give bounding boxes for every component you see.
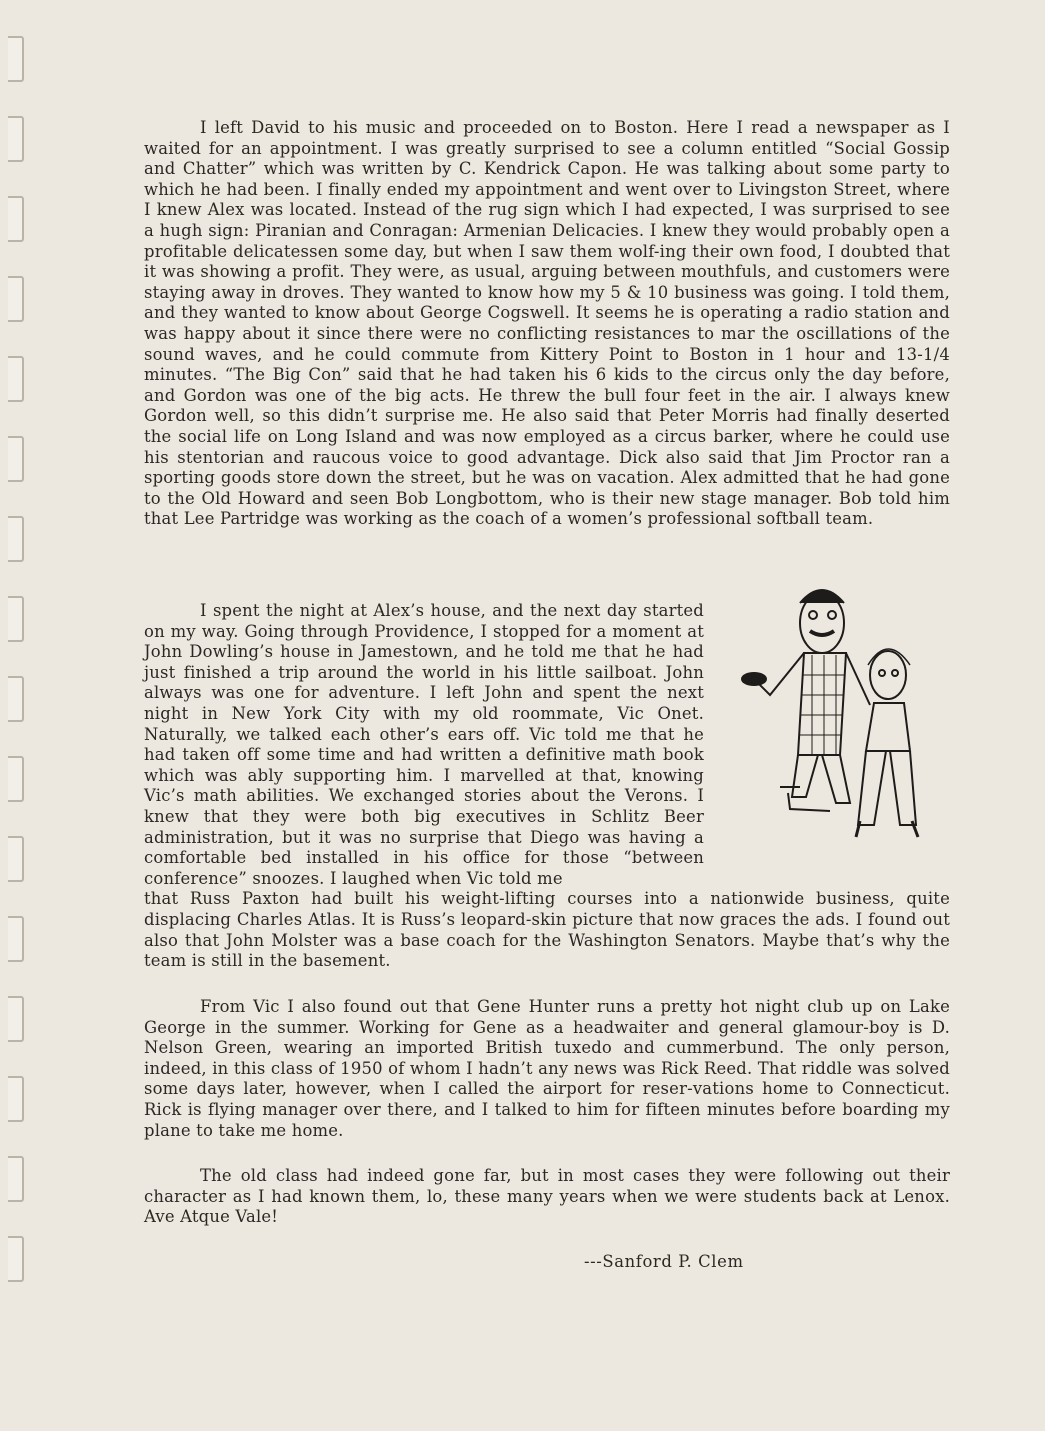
binder-hole bbox=[8, 116, 24, 162]
binder-hole bbox=[8, 836, 24, 882]
binder-hole bbox=[8, 516, 24, 562]
binder-hole bbox=[8, 916, 24, 962]
paragraph-text: I left David to his music and proceeded on to Boston. Here I read a newspaper as I waited for an appointment. I was greatly surprised to see a column entitled “Social Gossip and Chatter” which was written by C. Kendrick Capon. He was talking about some party to which he had been. I finally ended my appointment and went over to Livingston Street, where I knew Alex was located. Instead of the rug sign which I had expected, I was surprised to see a hugh sign: Piranian and Conragan: Armenian Delicacies. I knew they would probably open a profitable delicatessen some day, but when I saw them wolf-ing their own food, I doubted that it was showing a profit. They were, as usual, arguing between mouthfuls, and customers were staying away in droves. They wanted to know how my 5 & 10 business was going. I told them, and they wanted to know about George Cogswell. It seems he is operating a radio station and was happy about it since there were no conflicting resistances to mar the oscillations of the sound waves, and he could commute from Kittery Point to Boston in 1 hour and 13-1/4 minutes. “The Big Con” said that he had taken his 6 kids to the circus only the day before, and Gordon was one of the big acts. He threw the bull four feet in the air. I always knew Gordon well, so this didn’t surprise me. He also said that Peter Morris had finally deserted the social life on Long Island and was now employed as a circus barker, where he could use his stentorian and raucous voice to good advantage. Dick also said that Jim Proctor ran a sporting goods store down the street, but he was on vacation. Alex admitted that he had gone to the Old Howard and seen Bob Longbottom, who is their new stage manager. Bob told him that Lee Partridge was working as the coach of a women’s professional softball team. bbox=[144, 118, 950, 529]
binder-hole bbox=[8, 436, 24, 482]
binder-hole bbox=[8, 1076, 24, 1122]
binder-hole bbox=[8, 276, 24, 322]
binder-hole bbox=[8, 676, 24, 722]
paragraph-3 bbox=[144, 997, 950, 1141]
binder-hole bbox=[8, 996, 24, 1042]
author-signature: ---Sanford P. Clem bbox=[584, 1252, 744, 1271]
binder-hole bbox=[8, 1236, 24, 1282]
binder-hole bbox=[8, 756, 24, 802]
paragraph-text: From Vic I also found out that Gene Hunter runs a pretty hot night club up on Lake George in the summer. Working for Gene as a headwaiter and general glamour-boy is D. Nelson Green, wearing an imported British tuxedo and cummerbund. The only person, indeed, in this class of 1950 of whom I hadn’t any news was Rick Reed. That riddle was solved some days later, however, when I called the airport for reser-vations home to Connecticut. Rick is flying manager over there, and I talked to him for fifteen minutes before boarding my plane to take me home. bbox=[144, 997, 950, 1140]
cartoon-illustration bbox=[740, 575, 955, 845]
binder-hole bbox=[8, 356, 24, 402]
paragraph-text-continued: that Russ Paxton had built his weight-lifting courses into a nationwide business, quite displacing Charles Atlas. It is Russ’s leopard-skin picture that now graces the ads. I found out also that John Molster was a base coach for the Washington Senators. Maybe that’s why the team is still in the basement. bbox=[144, 889, 950, 971]
paragraph-4 bbox=[144, 1166, 950, 1228]
paragraph-1 bbox=[144, 118, 950, 530]
binder-hole bbox=[8, 1156, 24, 1202]
paragraph-text: The old class had indeed gone far, but in most cases they were following out their character as I had known them, lo, these many years when we were students back at Lenox. Ave Atque Vale! bbox=[144, 1166, 950, 1227]
paragraph-text-narrow: I spent the night at Alex’s house, and the next day started on my way. Going through Providence, I stopped for a moment at John Dowling’s house in Jamestown, and he told me that he had just finished a trip around the world in his little sailboat. John always was one for adventure. I left John and spent the next night in New York City with my old roommate, Vic Onet. Naturally, we talked each other’s ears off. Vic told me that he had taken off some time and had written a definitive math book which was ably supporting him. I marvelled at that, knowing Vic’s math abilities. We exchanged stories about the Verons. I knew that they were both big executives in Schlitz Beer administration, but it was no surprise that Diego was having a comfortable bed installed in his office for those “between conference” snoozes. I laughed when Vic told me bbox=[144, 601, 704, 888]
binder-hole bbox=[8, 196, 24, 242]
binder-hole bbox=[8, 36, 24, 82]
binder-hole bbox=[8, 596, 24, 642]
